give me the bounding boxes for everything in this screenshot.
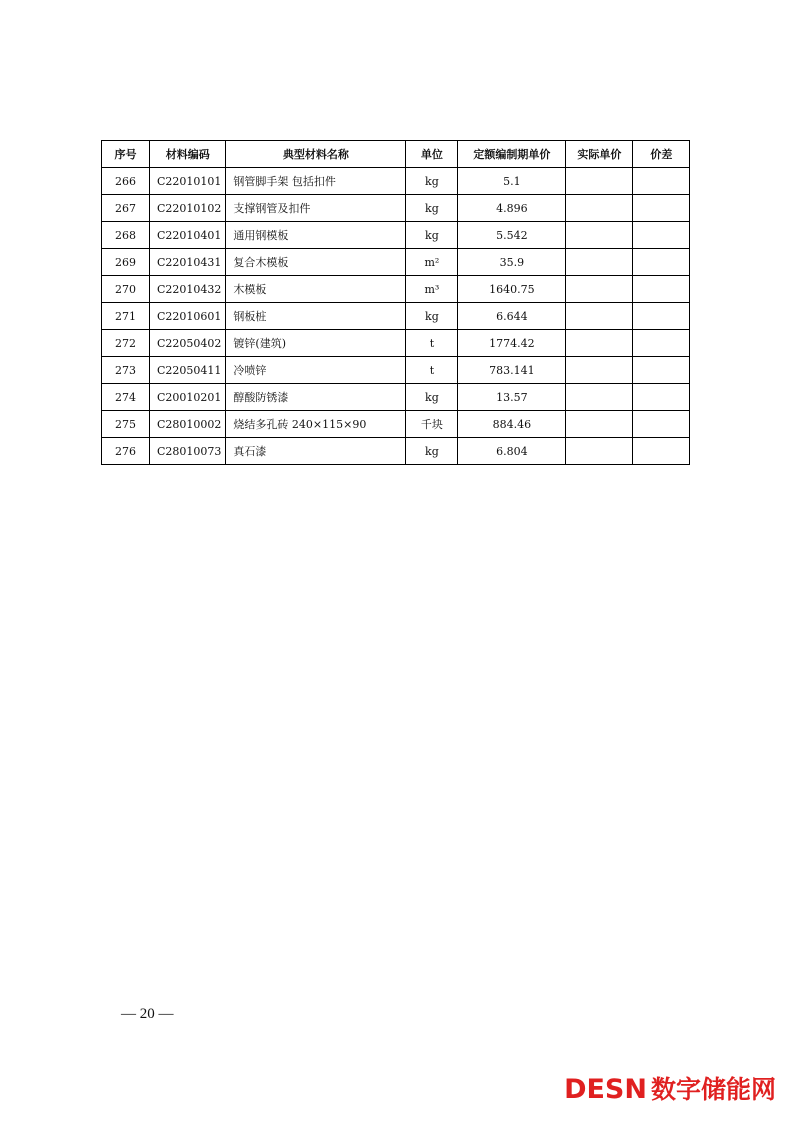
cell-difference [633,168,690,195]
page-number: — 20 — [121,1006,174,1022]
cell-name: 冷喷锌 [226,357,406,384]
cell-actual-price [566,357,633,384]
cell-no: 270 [102,276,150,303]
cell-difference [633,384,690,411]
cell-price: 5.1 [458,168,566,195]
cell-code: C22010601 [150,303,226,330]
cell-difference [633,222,690,249]
cell-actual-price [566,276,633,303]
cell-price: 783.141 [458,357,566,384]
cell-price: 13.57 [458,384,566,411]
header-name: 典型材料名称 [226,141,406,168]
cell-unit: kg [406,303,458,330]
cell-difference [633,195,690,222]
cell-price: 6.804 [458,438,566,465]
cell-code: C28010002 [150,411,226,438]
cell-actual-price [566,222,633,249]
cell-name: 烧结多孔砖 240×115×90 [226,411,406,438]
header-actual-price: 实际单价 [566,141,633,168]
table-body [102,168,690,465]
table-row [102,384,690,411]
cell-actual-price [566,438,633,465]
watermark-brand: DESN [564,1074,647,1105]
cell-code: C22010102 [150,195,226,222]
cell-name: 钢板桩 [226,303,406,330]
cell-actual-price [566,195,633,222]
table-row [102,276,690,303]
cell-difference [633,438,690,465]
cell-difference [633,276,690,303]
table-row [102,168,690,195]
cell-unit: m³ [406,276,458,303]
table-row [102,438,690,465]
cell-actual-price [566,168,633,195]
cell-code: C22010401 [150,222,226,249]
cell-difference [633,411,690,438]
table-row [102,411,690,438]
cell-no: 267 [102,195,150,222]
cell-code: C20010201 [150,384,226,411]
cell-no: 271 [102,303,150,330]
cell-code: C22010431 [150,249,226,276]
table-header-row [102,141,690,168]
cell-unit: t [406,357,458,384]
cell-no: 268 [102,222,150,249]
cell-name: 醇酸防锈漆 [226,384,406,411]
cell-name: 通用钢模板 [226,222,406,249]
cell-no: 266 [102,168,150,195]
table-row [102,195,690,222]
cell-unit: kg [406,168,458,195]
cell-actual-price [566,411,633,438]
cell-actual-price [566,249,633,276]
cell-price: 5.542 [458,222,566,249]
cell-unit: kg [406,438,458,465]
cell-price: 35.9 [458,249,566,276]
cell-price: 884.46 [458,411,566,438]
cell-actual-price [566,303,633,330]
cell-code: C22010101 [150,168,226,195]
cell-unit: t [406,330,458,357]
cell-name: 木模板 [226,276,406,303]
cell-code: C22010432 [150,276,226,303]
cell-name: 复合木模板 [226,249,406,276]
watermark-text: 数字储能网 [650,1075,776,1104]
table-row [102,330,690,357]
cell-unit: kg [406,222,458,249]
cell-difference [633,357,690,384]
cell-difference [633,303,690,330]
cell-name: 支撑钢管及扣件 [226,195,406,222]
header-price: 定额编制期单价 [458,141,566,168]
material-price-table [101,140,690,465]
cell-unit: m² [406,249,458,276]
cell-code: C22050402 [150,330,226,357]
cell-actual-price [566,330,633,357]
cell-price: 1774.42 [458,330,566,357]
cell-price: 6.644 [458,303,566,330]
cell-no: 274 [102,384,150,411]
cell-no: 276 [102,438,150,465]
cell-price: 1640.75 [458,276,566,303]
cell-no: 275 [102,411,150,438]
cell-no: 272 [102,330,150,357]
table-row [102,303,690,330]
cell-name: 镀锌(建筑) [226,330,406,357]
cell-code: C22050411 [150,357,226,384]
cell-unit: kg [406,384,458,411]
cell-unit: 千块 [406,411,458,438]
cell-name: 钢管脚手架 包括扣件 [226,168,406,195]
cell-difference [633,249,690,276]
header-unit: 单位 [406,141,458,168]
header-difference: 价差 [633,141,690,168]
cell-no: 273 [102,357,150,384]
watermark-logo [564,1070,776,1106]
cell-price: 4.896 [458,195,566,222]
cell-code: C28010073 [150,438,226,465]
cell-actual-price [566,384,633,411]
header-no: 序号 [102,141,150,168]
cell-unit: kg [406,195,458,222]
table-row [102,357,690,384]
table-row [102,222,690,249]
table-row [102,249,690,276]
cell-difference [633,330,690,357]
cell-name: 真石漆 [226,438,406,465]
cell-no: 269 [102,249,150,276]
header-code: 材料编码 [150,141,226,168]
